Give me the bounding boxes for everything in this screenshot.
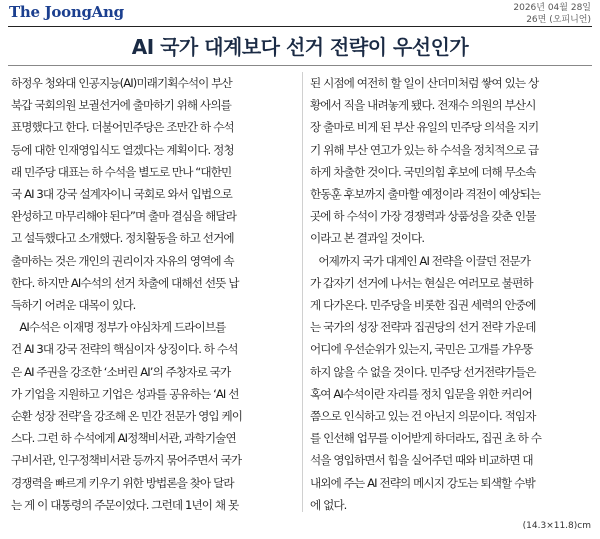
body-text-line: 기 위해 부산 연고가 있는 하 수석을 정치적으로 급: [310, 142, 539, 157]
body-text-line: 된 시점에 여전히 할 일이 산더미처럼 쌓여 있는 상: [310, 76, 539, 90]
body-text-line: 등에 대한 인재영입식도 열겠다는 계획이다. 정청: [11, 142, 234, 157]
body-text-line: 어디에 우선순위가 있는지, 국민은 고개를 갸우뚱: [310, 342, 533, 357]
body-text-line: 건 AI 3대 강국 전략의 핵심이자 상징이다. 하 수석: [11, 342, 238, 357]
body-text-line: 황에서 직을 내려놓게 됐다. 전재수 의원의 부산시: [310, 98, 536, 113]
body-text-line: 를 인선해 업무를 이어받게 하더라도, 집권 초 하 수: [310, 431, 542, 446]
body-text-line: AI수석은 이재명 정부가 야심차게 드라이브를: [11, 320, 226, 335]
body-text-line: 북갑 국회의원 보궐선거에 출마하기 위해 사의를: [11, 98, 231, 113]
body-text-line: 가 갑자기 선거에 나서는 현실은 여러모로 불편하: [310, 275, 533, 290]
headline-rule: [8, 65, 592, 66]
body-text-line: 완성하고 마무리해야 된다”며 출마 결심을 해달라: [11, 209, 237, 224]
body-text-line: 스다. 그런 하 수석에게 AI정책비서관, 과학기술연: [11, 431, 236, 446]
body-text-line: 하정우 청와대 인공지능(AI)미래기획수석이 부산: [11, 76, 232, 90]
body-text-line: 국 AI 3대 강국 설계자이니 국회로 와서 입법으로: [11, 187, 232, 202]
article-headline: AI 국가 대계보다 선거 전략이 우선인가: [131, 35, 469, 59]
body-text-line: 래 민주당 대표는 하 수석을 별도로 만나 “대한민: [11, 164, 232, 179]
body-text-line: 한동훈 후보까지 출마할 예정이라 격전이 예상되는: [310, 187, 541, 202]
body-text-line: 한다. 하지만 AI수석의 선거 차출에 대해선 선뜻 납: [11, 275, 239, 290]
body-text-line: 는 국가의 성장 전략과 집권당의 선거 전략 가운데: [310, 320, 536, 335]
article-body-right-column: [310, 72, 596, 516]
body-text-line: 장 출마로 비게 된 부산 유일의 민주당 의석을 지키: [310, 120, 539, 135]
body-text-line: 표명했다고 한다. 더불어민주당은 조만간 하 수석: [11, 120, 234, 135]
issue-date: 2026년 04월 28일: [513, 3, 591, 13]
body-text-line: 고 설득했다고 소개했다. 정치활동을 하고 선거에: [11, 231, 234, 246]
body-text-line: 경쟁력을 빠르게 키우기 위한 방법론을 찾아 달라: [11, 475, 234, 490]
body-text-line: 쯤으로 인식하고 있는 건 아닌지 의문이다. 적임자: [310, 409, 536, 424]
newspaper-logo: The JoongAng: [9, 3, 124, 21]
body-text-line: 게 다가온다. 민주당을 비롯한 집권 세력의 안중에: [310, 298, 536, 313]
body-text-line: 혹여 AI수석이란 자리를 정치 입문을 위한 커리어: [310, 386, 532, 401]
body-text-line: 하지 않을 수 없을 것이다. 민주당 선거전략가들은: [310, 364, 536, 379]
body-text-line: 곳에 하 수석이 가장 경쟁력과 상품성을 갖춘 인물: [310, 209, 536, 224]
page-section: 26면 (오피니언): [526, 15, 591, 25]
body-text-line: 어제까지 국가 대계인 AI 전략을 이끌던 전문가: [310, 253, 531, 268]
column-divider: [302, 72, 303, 512]
article-body-left-column: [11, 72, 297, 516]
body-text-line: 득하기 어려운 대목이 있다.: [11, 298, 136, 313]
dateline: [513, 2, 591, 26]
top-rule: [8, 26, 592, 27]
body-text-line: 출마하는 것은 개인의 권리이자 자유의 영역에 속: [11, 253, 234, 268]
body-text-line: 은 AI 주권을 강조한 ‘소버린 AI’의 주창자로 국가: [11, 364, 231, 379]
body-text-line: 내외에 주는 AI 전략의 메시지 강도는 퇴색할 수밖: [310, 475, 535, 490]
body-text-line: 석을 영입하면서 힘을 실어주던 때와 비교하면 대: [310, 453, 533, 468]
body-text-line: 에 없다.: [310, 497, 347, 512]
body-text-line: 구비서관, 인구정책비서관 등까지 묶어주면서 국가: [11, 453, 242, 468]
body-text-line: 이라고 본 결과일 것이다.: [310, 231, 425, 246]
body-text-line: 는 게 이 대통령의 주문이었다. 그런데 1년이 채 못: [11, 497, 239, 512]
article-size-credit: (14.3×11.8)cm: [522, 521, 591, 531]
body-text-line: 가 기업을 지원하고 기업은 성과를 공유하는 ‘AI 선: [11, 386, 239, 401]
body-text-line: 하게 차출한 것이다. 국민의힘 후보에 더해 무소속: [310, 164, 536, 179]
body-text-line: 순환 성장 전략’을 강조해 온 민간 전문가 영입 케이: [11, 409, 243, 424]
